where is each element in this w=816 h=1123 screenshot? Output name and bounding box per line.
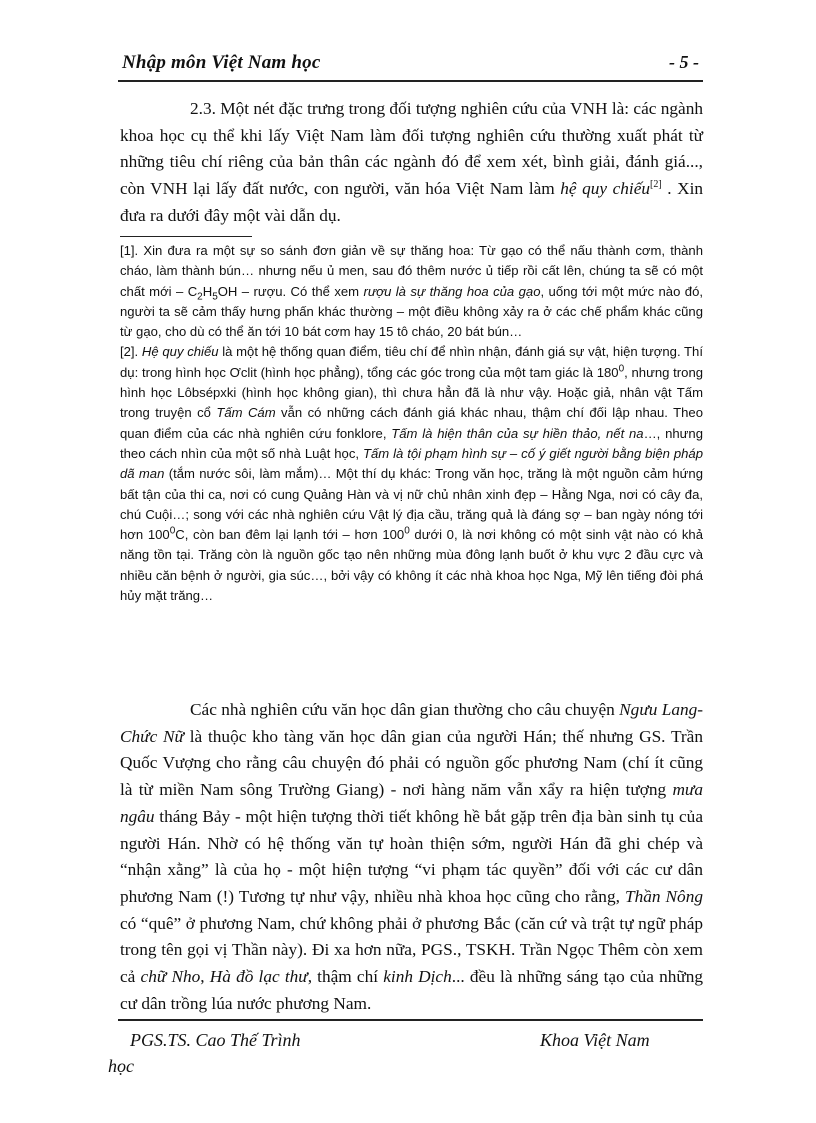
page-number: - 5 - [669, 52, 699, 72]
footnote-2: [2]. Hệ quy chiếu là một hệ thống quan điểm, tiêu chí để nhìn nhận, đánh giá sự vật, hiện tượng. Thí dụ: trong hình học Ơclit (hình học phẳng), tổng các góc trong của một tam giác là $180^0$, nhưng trong hình học Lôbsépxki (hình học không gian), thì chưa hẳn đã là như vậy. Hoặc giả, nhân vật Tấm trong truyện cổ Tấm Cám vẫn có những cách đánh giá khác nhau, thậm chí đối lập nhau. Theo quan điểm của các nhà nghiên cứu fonklore, Tấm là hiện thân của sự hiền thảo, nết na…, nhưng theo cách nhìn của một số nhà Luật học, Tấm là tội phạm hình sự – cố ý giết người bằng biện pháp dã man (tắm nước sôi, làm mắm)… Một thí dụ khác: Trong văn học, trăng là một nguồn cảm hứng bất tận của thi ca, nơi có cung Quảng Hàn và vị nữ chủ nhân xinh đẹp – Hằng Nga, nơi có cây đa, chú Cuội…; song với các nhà nghiên cứu Vật lý địa cầu, trăng quả là đáng sợ – ban ngày nóng tới hơn $100^0C$, còn ban đêm lại lạnh tới – hơn $100^0$ dưới 0, là nơi không có một sinh vật nào có khả năng tồn tại. Trăng còn là nguồn gốc tạo nên những mùa đông lạnh buốt ở khu vực 2 đầu cực và nhiều căn bệnh ở người, gia súc…, bởi vậy có không ít các nhà khoa học Nga, Mỹ lên tiếng đòi phá hủy mặt trăng… [120, 344, 704, 604]
book-title: Nhập môn Việt Nam học [122, 52, 321, 73]
footnotes [120, 241, 703, 606]
paragraph-ngưu-lang: Các nhà nghiên cứu văn học dân gian thường cho câu chuyện Ngưu Lang-Chức Nữ là thuộc kho tàng văn học dân gian của người Hán; thế nhưng GS. Trần Quốc Vượng cho rằng câu chuyện đó phải có nguồn gốc phương Nam (chí ít cũng là từ miền Nam sông Trường Giang) - nơi hàng năm vẫn xẩy ra hiện tượng mưa ngâu tháng Bảy - một hiện tượng thời tiết không hề bắt gặp trên địa bàn sinh tụ của người Hán. Nhờ có hệ thống văn tự hoàn thiện sớm, người Hán đã ghi chép và “nhận xằng” là của họ - một hiện tượng “vi phạm tác quyền” đối với các cư dân phương Nam (!) Tương tự như vậy, nhiều nhà khoa học cũng cho rằng, Thần Nông có “quê” ở phương Nam, chứ không phải ở phương Bắc (căn cứ và trật tự ngữ pháp trong tên gọi vị Thần này). Đi xa hơn nữa, PGS., TSKH. Trần Ngọc Thêm còn xem cả chữ Nho, Hà đồ lạc thư, thậm chí kinh Dịch... đều là những sáng tạo của những cư dân trồng lúa nước phương Nam. [120, 700, 704, 1013]
footnote-separator [120, 236, 252, 237]
paragraph-2-3: 2.3. Một nét đặc trưng trong đối tượng nghiên cứu của VNH là: các ngành khoa học cụ thể khi lấy Việt Nam làm đối tượng nghiên cứu thường xuất phát từ những tiêu chí riêng của bản thân các ngành đó để xem xét, bình giải, đánh giá..., còn VNH lại lấy đất nước, con người, văn hóa Việt Nam làm hệ quy chiếu[2] . Xin đưa ra dưới đây một vài dẫn dụ. [120, 99, 704, 225]
page-header [118, 50, 703, 82]
footnote-1: [1]. Xin đưa ra một sự so sánh đơn giản về sự thăng hoa: Từ gạo có thể nấu thành cơm, thành cháo, làm thành bún… nhưng nếu ủ men, sau đó thêm nước ủ tiếp rồi cất lên, chúng ta sẽ có một chất mới – $C_2H_5OH$ – rượu. Có thể xem rượu là sự thăng hoa của gạo, uống tới một mức nào đó, người ta sẽ cảm thấy hưng phấn khác thường – một điều không xảy ra ở các chế phẩm khác cũng từ gạo, cho dù có thể ăn tới 10 bát cơm hay 15 tô cháo, 20 bát bún… [120, 243, 703, 340]
footer-department-wrap: học [108, 1056, 134, 1076]
footer-rule [118, 1019, 703, 1021]
footnote-ref-2[interactable]: [2] [650, 179, 662, 191]
footer-author: PGS.TS. Cao Thế Trình [130, 1030, 301, 1050]
footer-department: Khoa Việt Nam [540, 1030, 650, 1050]
